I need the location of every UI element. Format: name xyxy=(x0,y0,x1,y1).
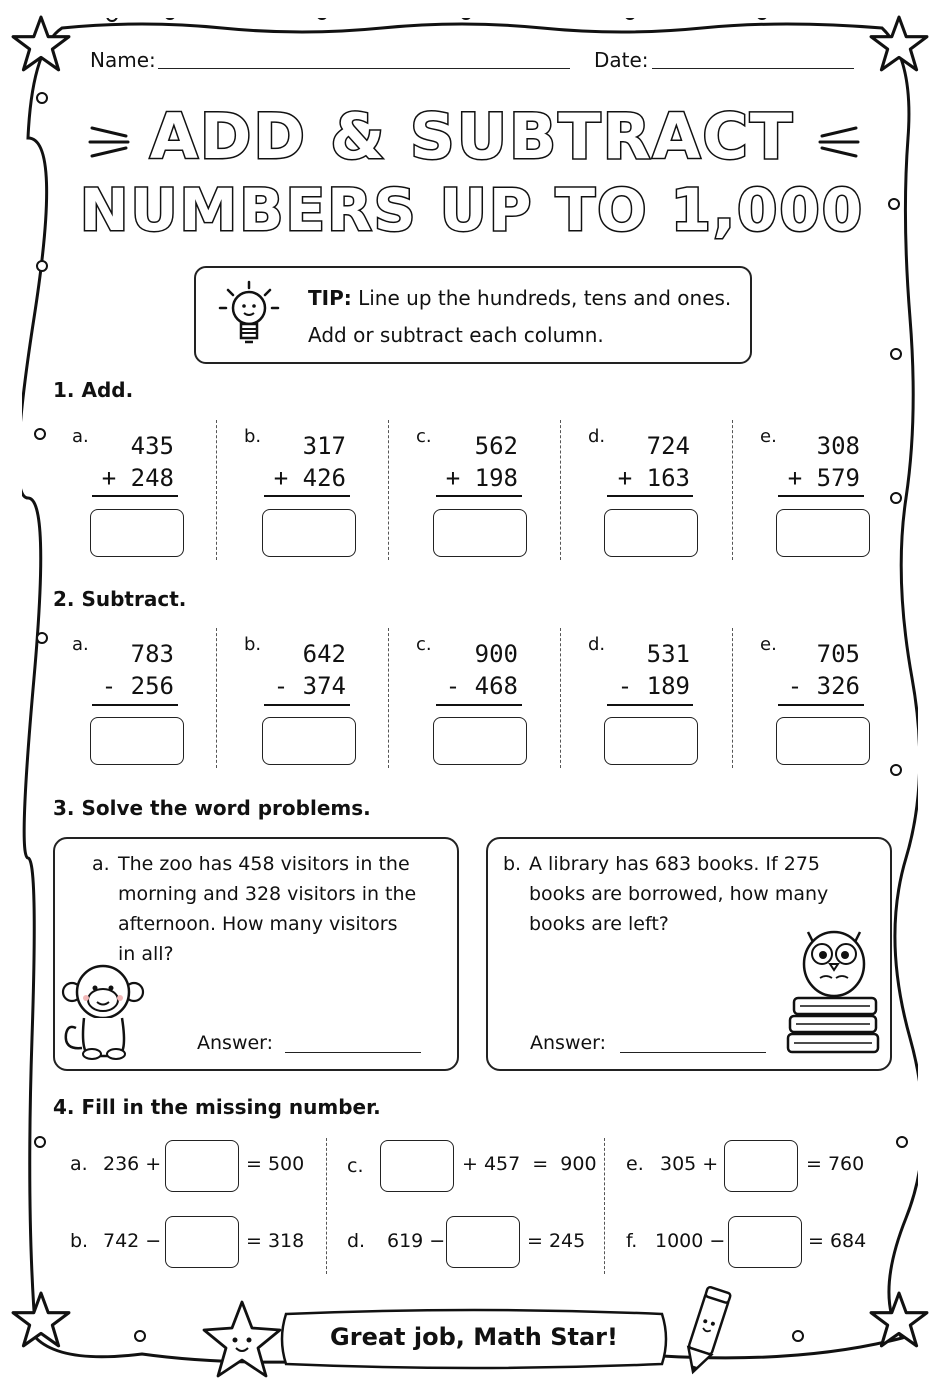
answer-box[interactable] xyxy=(90,509,184,557)
answer-box[interactable] xyxy=(776,509,870,557)
minuend: 783 xyxy=(130,640,174,668)
addend-top: 562 xyxy=(474,432,518,460)
word-problem-text: morning and 328 visitors in the xyxy=(118,883,417,905)
answer-box[interactable] xyxy=(262,717,356,765)
addend-top: 435 xyxy=(130,432,174,460)
date-label: Date: xyxy=(594,48,649,72)
column-divider xyxy=(216,420,217,560)
problem-letter: b. xyxy=(244,426,262,447)
subtrahend: - 256 xyxy=(101,672,174,700)
star-icon xyxy=(10,1290,72,1352)
addend-bottom: + 426 xyxy=(273,464,346,492)
column-divider xyxy=(326,1138,327,1274)
addend-top: 724 xyxy=(646,432,690,460)
footer-banner-text: Great job, Math Star! xyxy=(330,1323,618,1351)
word-problem-text: in all? xyxy=(118,943,174,965)
problem-letter: c. xyxy=(347,1155,364,1177)
difference-line xyxy=(607,704,693,706)
minuend: 900 xyxy=(474,640,518,668)
column-divider xyxy=(732,420,733,560)
answer-box[interactable] xyxy=(90,717,184,765)
page-title-line1: ADD & SUBTRACT xyxy=(149,100,795,173)
problem-letter: c. xyxy=(416,426,432,447)
column-divider xyxy=(560,420,561,560)
column-divider xyxy=(732,628,733,768)
answer-box[interactable] xyxy=(604,509,698,557)
problem-letter: d. xyxy=(347,1230,366,1252)
equation-right: + 457 = 900 xyxy=(462,1153,597,1175)
pencil-icon xyxy=(676,1284,736,1380)
equation-right: = 245 xyxy=(527,1230,586,1252)
word-problem-b-letter: b. xyxy=(503,853,522,875)
problem-letter: f. xyxy=(626,1230,638,1252)
equation-left: 619 − xyxy=(387,1230,446,1252)
minuend: 531 xyxy=(646,640,690,668)
problem-letter: e. xyxy=(626,1153,644,1175)
word-problem-text: afternoon. How many visitors xyxy=(118,913,398,935)
problem-letter: e. xyxy=(760,634,777,655)
sum-line xyxy=(778,495,864,497)
word-problem-text: books are borrowed, how many xyxy=(529,883,829,905)
addend-top: 308 xyxy=(816,432,860,460)
addend-bottom: + 248 xyxy=(101,464,174,492)
problem-letter: c. xyxy=(416,634,432,655)
missing-number-box[interactable] xyxy=(165,1216,239,1268)
word-problem-a-letter: a. xyxy=(92,853,110,875)
problem-letter: a. xyxy=(70,1153,88,1175)
problem-letter: a. xyxy=(72,634,89,655)
tip-label: TIP: xyxy=(308,286,352,310)
answer-box[interactable] xyxy=(262,509,356,557)
addend-bottom: + 579 xyxy=(787,464,860,492)
date-field[interactable] xyxy=(652,68,854,69)
column-divider xyxy=(560,628,561,768)
addend-bottom: + 198 xyxy=(445,464,518,492)
problem-letter: d. xyxy=(588,634,606,655)
section-3-heading: 3. Solve the word problems. xyxy=(53,796,371,820)
lightbulb-icon xyxy=(214,276,284,354)
missing-number-box[interactable] xyxy=(380,1140,454,1192)
equation-left: 305 + xyxy=(660,1153,719,1175)
missing-number-box[interactable] xyxy=(165,1140,239,1192)
equation-right: = 760 xyxy=(806,1153,865,1175)
equation-right: = 318 xyxy=(246,1230,305,1252)
sum-line xyxy=(607,495,693,497)
sum-line xyxy=(92,495,178,497)
difference-line xyxy=(264,704,350,706)
column-divider xyxy=(388,420,389,560)
answer-box[interactable] xyxy=(604,717,698,765)
word-problem-text: books are left? xyxy=(529,913,669,935)
owl-on-books-icon xyxy=(786,920,882,1060)
difference-line xyxy=(778,704,864,706)
minuend: 705 xyxy=(816,640,860,668)
equation-left: 742 − xyxy=(103,1230,162,1252)
smiling-star-icon xyxy=(196,1298,288,1382)
answer-box[interactable] xyxy=(433,717,527,765)
tip-line2: Add or subtract each column. xyxy=(308,323,604,347)
equation-right: = 684 xyxy=(808,1230,867,1252)
subtrahend: - 189 xyxy=(617,672,690,700)
section-2-heading: 2. Subtract. xyxy=(53,587,187,611)
equation-right: = 500 xyxy=(246,1153,305,1175)
word-problem-text: A library has 683 books. If 275 xyxy=(529,853,821,875)
answer-line[interactable] xyxy=(620,1052,766,1053)
addend-top: 317 xyxy=(302,432,346,460)
difference-line xyxy=(436,704,522,706)
problem-letter: d. xyxy=(588,426,606,447)
sum-line xyxy=(436,495,522,497)
star-icon xyxy=(10,14,72,76)
sum-line xyxy=(264,495,350,497)
star-icon xyxy=(868,1290,930,1352)
missing-number-box[interactable] xyxy=(728,1216,802,1268)
missing-number-box[interactable] xyxy=(446,1216,520,1268)
monkey-icon xyxy=(58,962,148,1062)
tip-box xyxy=(194,266,752,364)
column-divider xyxy=(388,628,389,768)
subtrahend: - 374 xyxy=(273,672,346,700)
section-1-heading: 1. Add. xyxy=(53,378,134,402)
section-4-heading: 4. Fill in the missing number. xyxy=(53,1095,381,1119)
column-divider xyxy=(216,628,217,768)
page-title-line2: NUMBERS UP TO 1,000 xyxy=(79,176,865,244)
missing-number-box[interactable] xyxy=(724,1140,798,1192)
answer-line[interactable] xyxy=(285,1052,421,1053)
problem-letter: a. xyxy=(72,426,89,447)
difference-line xyxy=(92,704,178,706)
problem-letter: e. xyxy=(760,426,777,447)
problem-letter: b. xyxy=(70,1230,89,1252)
star-icon xyxy=(868,14,930,76)
equation-left: 236 + xyxy=(103,1153,162,1175)
minuend: 642 xyxy=(302,640,346,668)
answer-label: Answer: xyxy=(530,1032,607,1054)
answer-box[interactable] xyxy=(433,509,527,557)
name-label: Name: xyxy=(90,48,156,72)
equation-left: 1000 − xyxy=(655,1230,726,1252)
word-problem-text: The zoo has 458 visitors in the xyxy=(118,853,410,875)
tip-line1: TIP: Line up the hundreds, tens and ones. xyxy=(308,286,732,310)
problem-letter: b. xyxy=(244,634,262,655)
name-field[interactable] xyxy=(158,68,570,69)
answer-box[interactable] xyxy=(776,717,870,765)
subtrahend: - 326 xyxy=(787,672,860,700)
addend-bottom: + 163 xyxy=(617,464,690,492)
answer-label: Answer: xyxy=(197,1032,274,1054)
column-divider xyxy=(604,1138,605,1274)
subtrahend: - 468 xyxy=(445,672,518,700)
